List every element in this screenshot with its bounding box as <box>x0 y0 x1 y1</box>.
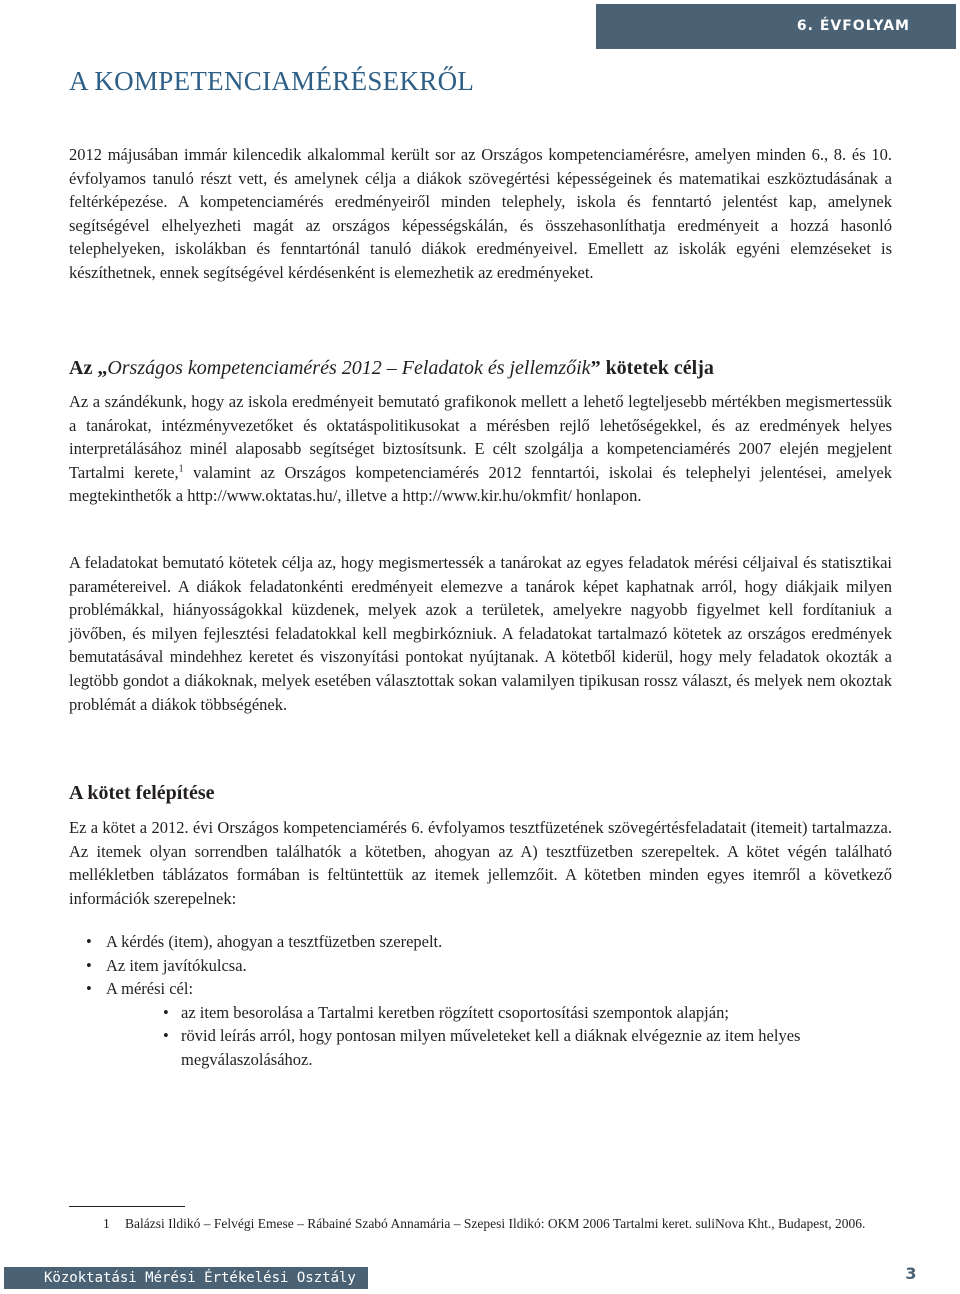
sub-list <box>163 1001 906 1072</box>
footnote-divider <box>69 1206 185 1207</box>
page-number: 3 <box>905 1264 917 1283</box>
sub-list-item: • az item besorolása a Tartalmi keretben rögzített csoportosítási szempontok alapján; <box>163 1001 906 1025</box>
footnote-ref: 1 <box>178 463 184 475</box>
purpose-paragraph-2: A feladatokat bemutató kötetek célja az, hogy megismertessék a tanárokat az egyes feladatok mérési céljaival és statisztikai paramétereivel. A diákok feladatonkénti eredményeit elemezve a tanárok képet kaphatnak arról, hogy diákjaik milyen problémákkal, hiányosságokkal küzdenek, melyek azok a területek, amelyekre nagyobb figyelmet kell fordítaniuk a jövőben, és milyen fejlesztési feladatokkal kell megbirkózniuk. A feladatokat tartalmazó kötetek az országos eredmények bemutatásával mindehhez keretet és viszonyítási pontokat nyújtanak. A kötetből kiderül, hogy mely feladatok okozták a legtöbb gondot a diákoknak, melyek esetében választottak sokan valamilyen tipikusan rossz választ, és melyek nem okoztak problémát a diákok többségének. <box>69 553 892 714</box>
paragraph-text-b: valamint az Országos kompetenciamérés 2012 fenntartói, iskolai és telephelyi jelentései, amelyek megtekinthetők a http://www.oktatas.hu/, illetve a http://www.kir.hu/okmfit/ honlapon. <box>69 462 892 506</box>
section-heading-structure: A kötet felépítése <box>69 782 215 804</box>
section-heading-purpose <box>69 355 714 381</box>
paragraph-text-a: Az a szándékunk, hogy az iskola eredményeit bemutató grafikonok mellett a lehető legteljesebb mértékben megismertessük a tanárokat, intézményvezetőket és oktatáspolitikusokat a mérésben rejlő lehetőségekkel, és az eredmények helyes interpretálásához minél alaposabb segítséget biztosítsunk. E célt szolgálja a kompetenciamérés 2007 elején megjelent Tartalmi kerete, <box>69 392 892 482</box>
heading-suffix: ” kötetek célja <box>590 357 714 379</box>
list-item-label: A mérési cél: <box>106 979 194 999</box>
info-list <box>86 930 906 1072</box>
grade-label: 6. ÉVFOLYAM <box>596 4 956 49</box>
list-item: • Az item javítókulcsa. <box>86 954 906 978</box>
sub-list-item: • rövid leírás arról, hogy pontosan milyen műveleteket kell a diáknak elvégeznie az item helyes megválaszolásához. <box>163 1024 906 1071</box>
footnote-number: 1 <box>103 1216 110 1231</box>
footnote <box>103 1212 905 1235</box>
heading-prefix: Az „ <box>69 357 108 379</box>
purpose-paragraph-1 <box>69 390 892 508</box>
intro-paragraph: 2012 májusában immár kilencedik alkalommal került sor az Országos kompetenciamérésre, amelyen minden 6., 8. és 10. évfolyamos tanuló részt vett, és amelynek célja a diákok szövegértési képességeinek és matematikai eszköztudásának a feltérképezése. A kompetenciamérés eredményeiről minden telephely, iskola és fenntartó jelentést kap, amelynek segítségével elhelyezheti magát az országos képességskálán, és összehasonlíthatja eredményeit a hozzá hasonló telephelyeken, iskolákban és fenntartónál tanuló diákok eredményeivel. Emellett az iskolák egyéni elemzéseket is készíthetnek, ennek segítségével kérdésenként is elemezhetik az eredményeket. <box>69 145 892 282</box>
structure-paragraph: Ez a kötet a 2012. évi Országos kompetenciamérés 6. évfolyamos tesztfüzetének szövegértésfeladatait (itemeit) tartalmazza. Az itemek olyan sorrendben találhatók a kötetben, ahogyan az A) tesztfüzetben szerepeltek. A kötet végén található mellékletben táblázatos formában is feltüntettük az itemek jellemzőit. A kötetben minden egyes itemről a következő információk szerepelnek: <box>69 818 892 908</box>
footer-organization: Közoktatási Mérési Értékelési Osztály <box>4 1267 368 1289</box>
page-title: A KOMPETENCIAMÉRÉSEKRŐL <box>69 66 475 96</box>
heading-title-italic: Országos kompetenciamérés 2012 – Feladatok és jellemzőik <box>107 357 591 379</box>
footnote-text: Balázsi Ildikó – Felvégi Emese – Rábainé Szabó Annamária – Szepesi Ildikó: OKM 2006 Tartalmi keret. suliNova Kht., Budapest, 2006. <box>125 1216 866 1231</box>
list-item <box>86 977 906 1071</box>
list-item: • A kérdés (item), ahogyan a tesztfüzetben szerepelt. <box>86 930 906 954</box>
